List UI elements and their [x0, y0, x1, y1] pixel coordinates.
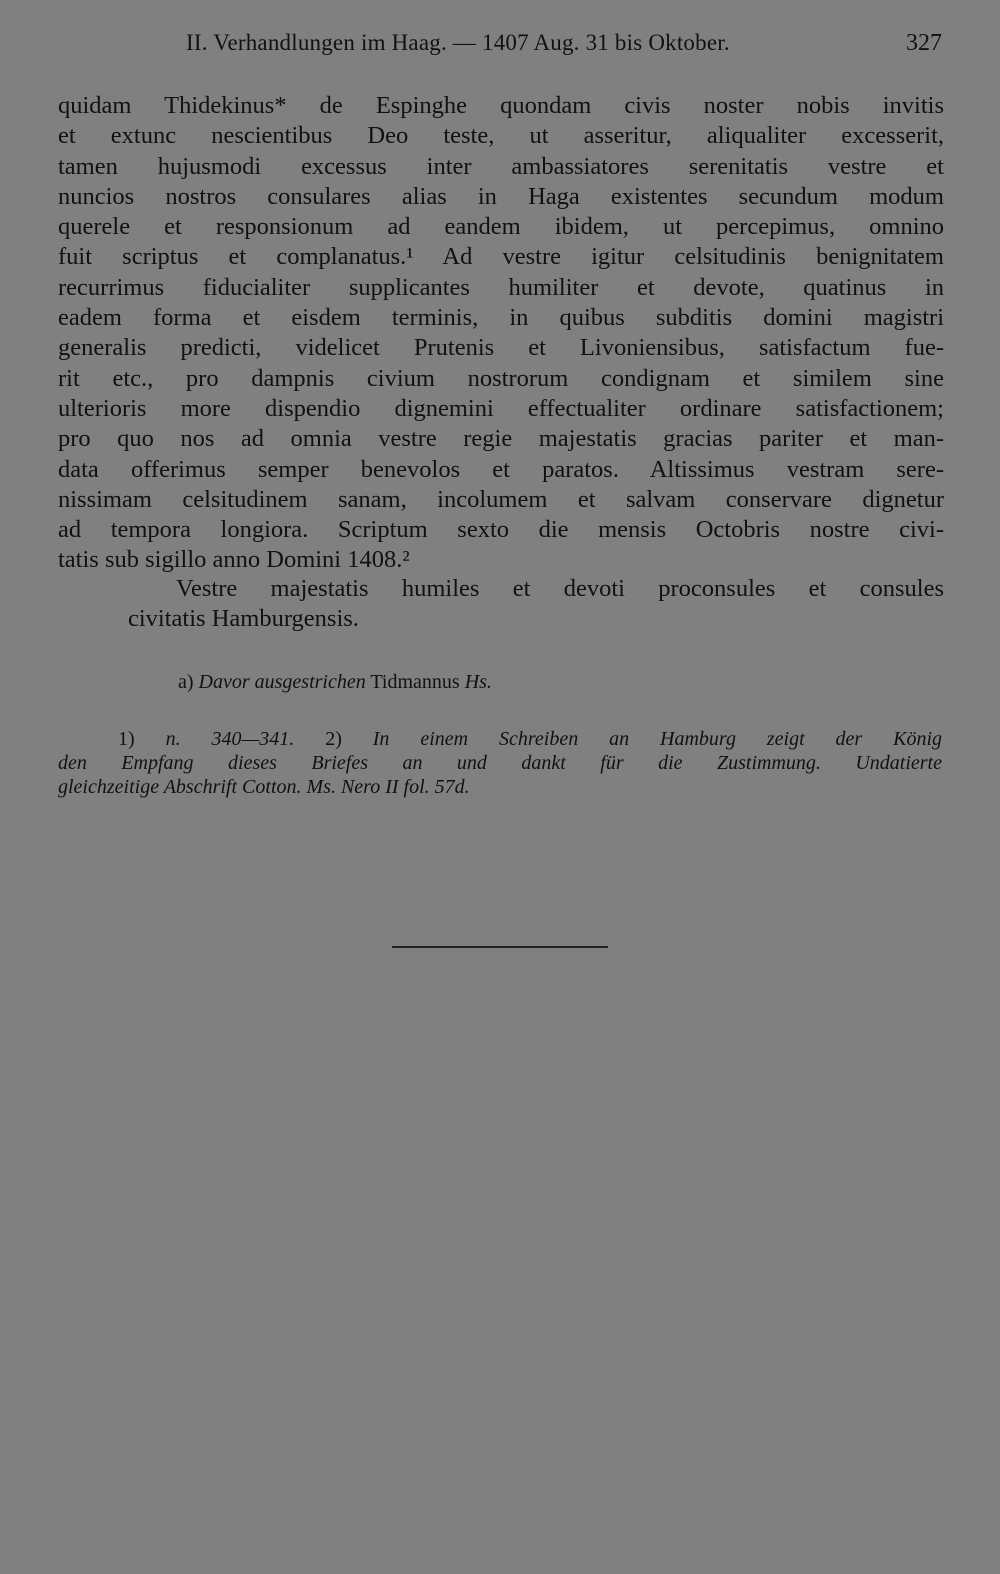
body-line: pro quo nos ad omnia vestre regie majestatis gracias pariter et man-: [58, 425, 944, 453]
body-line: nissimam celsitudinem sanam, incolumem et salvam conservare dignetur: [58, 485, 944, 513]
signature-line-2: civitatis Hamburgensis.: [128, 605, 359, 632]
letter-body: [58, 91, 944, 576]
footnote-2-marker: 2): [325, 728, 342, 750]
body-line: ulterioris more dispendio dignemini effectualiter ordinare satisfactionem;: [58, 394, 944, 422]
footnote-line: gleichzeitige Abschrift Cotton. Ms. Nero II fol. 57d.: [58, 776, 470, 798]
running-header: [58, 30, 946, 64]
body-line: tatis sub sigillo anno Domini 1408.²: [58, 546, 410, 574]
body-line: generalis predicti, videlicet Prutenis et Livoniensibus, satisfactum fue-: [58, 334, 944, 362]
body-line: ad tempora longiora. Scriptum sexto die mensis Octobris nostre civi-: [58, 516, 944, 544]
note-a-italic: Davor ausgestrichen: [198, 671, 366, 693]
body-line: rit etc., pro dampnis civium nostrorum condignam et similem sine: [58, 364, 944, 392]
body-line: recurrimus fiducialiter supplicantes humiliter et devote, quatinus in: [58, 273, 944, 301]
signature-line-1: Vestre majestatis humiles et devoti proconsules et consules: [176, 575, 944, 602]
body-line: et extunc nescientibus Deo teste, ut asseritur, aliqualiter excesserit,: [58, 122, 944, 150]
body-line: tamen hujusmodi excessus inter ambassiatores serenitatis vestre et: [58, 152, 944, 180]
note-a-marker: a): [178, 671, 194, 693]
end-rule: [392, 946, 608, 948]
body-line: eadem forma et eisdem terminis, in quibus subditis domini magistri: [58, 304, 944, 332]
body-line: nuncios nostros consulares alias in Haga existentes secundum modum: [58, 182, 944, 210]
footnotes: [58, 727, 942, 799]
footnote-1-marker: 1): [118, 728, 135, 750]
body-line: querele et responsionum ad eandem ibidem, ut percepimus, omnino: [58, 213, 944, 241]
body-line: data offerimus semper benevolos et paratos. Altissimus vestram sere-: [58, 455, 944, 483]
footnote-line: den Empfang dieses Briefes an und dankt für die Zustimmung. Undatierte: [58, 752, 942, 774]
body-line: fuit scriptus et complanatus.¹ Ad vestre igitur celsitudinis benignitatem: [58, 243, 944, 271]
note-a-roman: Tidmannus: [370, 671, 460, 693]
note-a-italic-end: Hs.: [464, 671, 492, 693]
header-title: II. Verhandlungen im Haag. — 1407 Aug. 31 bis Oktober.: [186, 30, 730, 55]
footnote-2-text: In einem Schreiben an Hamburg zeigt der König: [372, 728, 942, 750]
textual-note-a: [178, 671, 492, 694]
footnote-1-text: n. 340—341.: [165, 728, 295, 750]
body-line: quidam Thidekinus* de Espinghe quondam civis noster nobis invitis: [58, 92, 944, 119]
page-number: 327: [906, 30, 942, 56]
footnote-line: [58, 727, 942, 751]
